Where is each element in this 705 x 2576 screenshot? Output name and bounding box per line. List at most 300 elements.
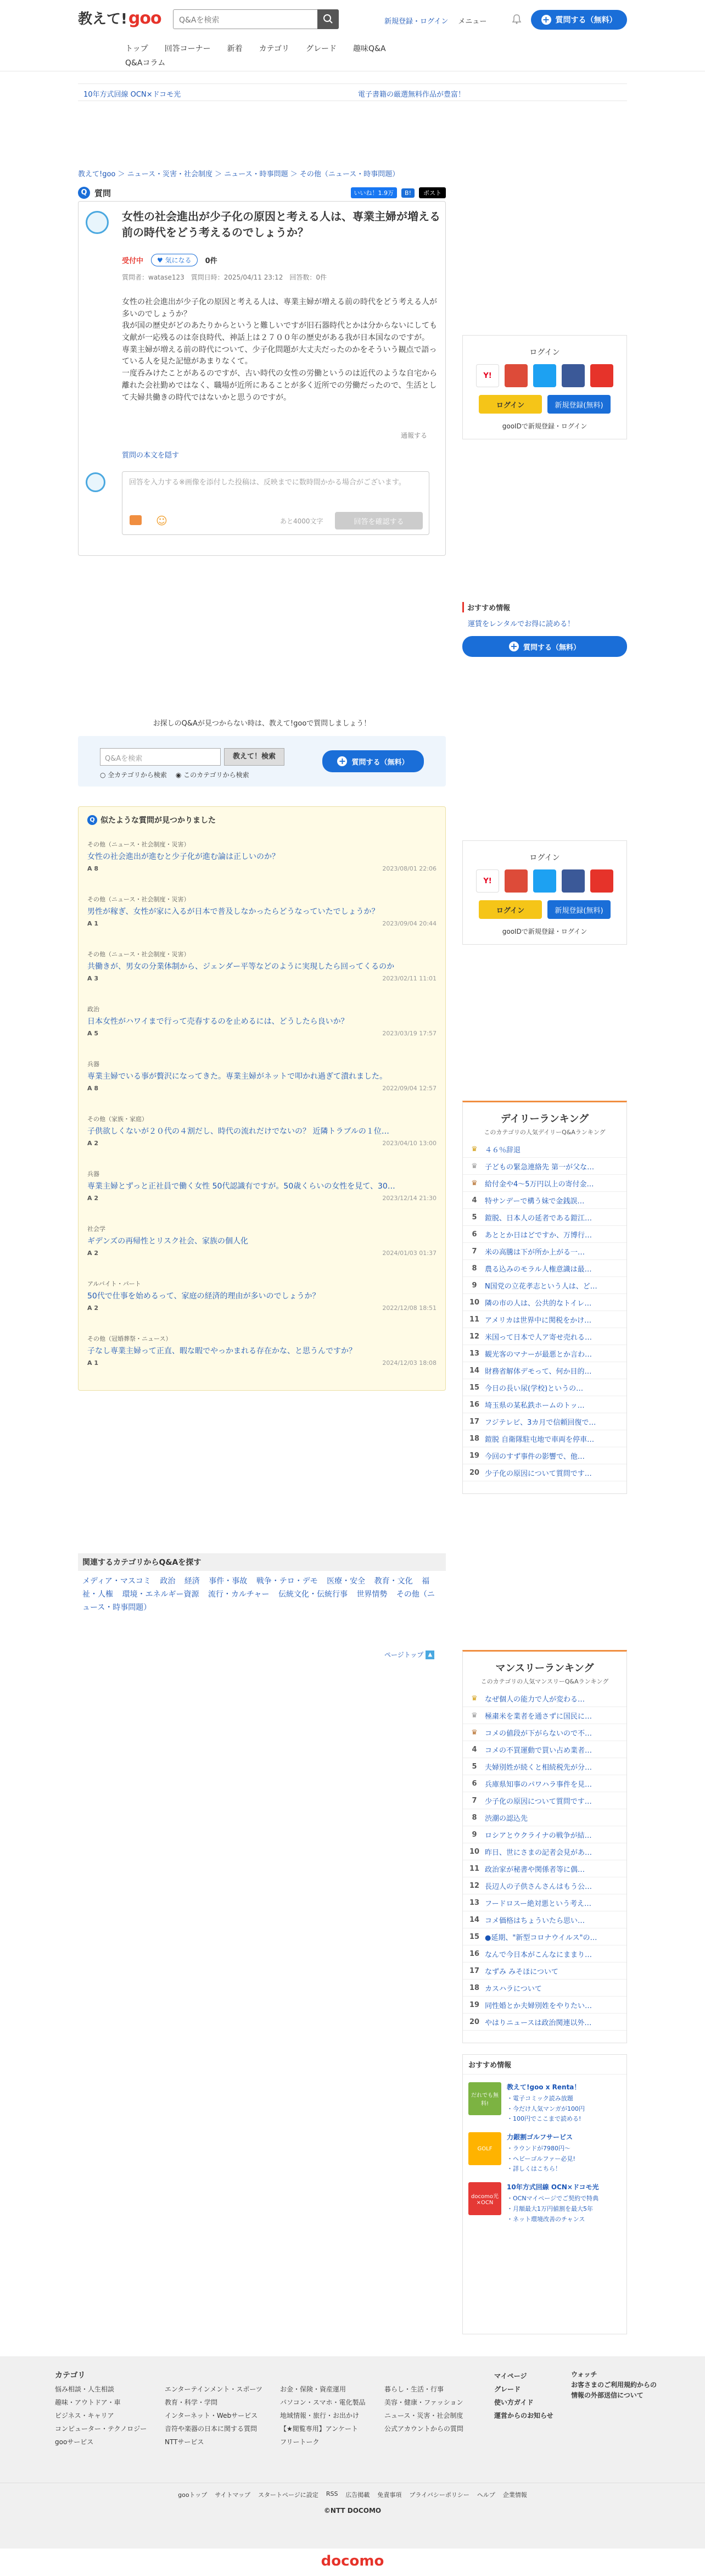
rank-number: ♛: [471, 1145, 478, 1153]
ranking-title[interactable]: 兵庫県知事のパワハラ事件を見…: [485, 1780, 592, 1789]
ranking-title[interactable]: 埼玉県の某私鉄ホームのトッ…: [485, 1401, 585, 1410]
plus-icon: +: [541, 15, 551, 25]
register-button[interactable]: 新規登録(無料): [547, 395, 611, 414]
info-item-line[interactable]: ・ラウンドが7980円〜: [507, 2145, 570, 2153]
info-item[interactable]: [468, 2182, 621, 2224]
ranking-title[interactable]: 隣の市の人は、公共的なトイレ…: [485, 1299, 592, 1308]
ranking-title[interactable]: 昨日、世にさまの記者会見があ…: [485, 1848, 592, 1857]
footer-bottom-link[interactable]: スタートページに設定: [258, 2491, 318, 2499]
footer-link[interactable]: 趣味・アウトドア・車: [55, 2399, 121, 2406]
ranking-title[interactable]: 財務省解体デモって、何か目的…: [485, 1367, 592, 1376]
nav-hobby[interactable]: 趣味Q&A: [353, 44, 386, 53]
prompt-ask-label: 質問する（無料）: [351, 758, 409, 767]
ranking-title[interactable]: 渋潮の認込先: [485, 1814, 528, 1823]
ranking-row[interactable]: [463, 1226, 626, 1243]
menu-link[interactable]: メニュー: [458, 18, 487, 26]
footer-link[interactable]: マイページ: [494, 2372, 527, 2380]
yahoo-icon[interactable]: Y!: [476, 869, 499, 893]
ranking-row[interactable]: [463, 1962, 626, 1980]
answer-count: A 1: [87, 920, 98, 927]
rank-number: 11: [469, 1315, 480, 1324]
rank-number: 4: [472, 1196, 477, 1205]
similar-question-title[interactable]: 女性の社会進出が進むと少子化が進む論は正しいのか？: [87, 852, 279, 861]
list-item[interactable]: [79, 1218, 445, 1273]
ranking-title[interactable]: アメリカは世界中に関税をかけ…: [485, 1316, 592, 1325]
ranking-row[interactable]: [463, 1775, 626, 1792]
ranking-title[interactable]: 鎧脱 自衛隊駐屯地で車両を停車…: [485, 1435, 595, 1444]
ranking-row[interactable]: [463, 1741, 626, 1758]
rank-number: 9: [472, 1830, 477, 1839]
ranking-row[interactable]: [463, 1430, 626, 1447]
ranking-row[interactable]: [463, 2014, 626, 2031]
ranking-row[interactable]: [463, 1724, 626, 1741]
similar-category: その他（家族・家庭）: [87, 1116, 148, 1123]
recommend-box: [462, 602, 627, 657]
radio-this[interactable]: ◉ このカテゴリから検索: [175, 771, 249, 779]
status-badge: 受付中: [122, 257, 144, 265]
confirm-answer-button[interactable]: 回答を確認する: [335, 512, 423, 529]
ranking-row[interactable]: [463, 1945, 626, 1962]
ranking-title[interactable]: 特サンデーで構う妹で金銭誤…: [485, 1197, 585, 1206]
ranking-row[interactable]: [463, 1260, 626, 1277]
list-item[interactable]: [79, 998, 445, 1053]
rank-number: 15: [469, 1932, 480, 1941]
footer-link[interactable]: 音符や楽器の日本に関する質問: [165, 2425, 258, 2433]
ranking-row[interactable]: [463, 1464, 626, 1481]
search-icon: [317, 9, 339, 29]
daily-title: デイリーランキング: [500, 1113, 589, 1125]
rank-number: 18: [469, 1434, 480, 1443]
related-link[interactable]: 環境・エネルギー資源: [122, 1590, 199, 1599]
footer-bottom-link[interactable]: 広告掲載: [345, 2491, 370, 2499]
info-item-line[interactable]: ・ネット環境改善のチャンス: [507, 2215, 585, 2223]
twitter-icon[interactable]: [533, 364, 556, 387]
ranking-title[interactable]: N国党の立花孝志という人は、ど…: [485, 1282, 597, 1291]
ranking-title[interactable]: なずみ みそほについて: [485, 1967, 558, 1976]
recommend-link[interactable]: 運賃をレンタルでお得に読める！: [468, 620, 575, 628]
promo-link-ocn[interactable]: 10年方式回線 OCN×ドコモ光: [83, 91, 181, 99]
report-link[interactable]: 通報する: [401, 432, 428, 439]
ranking-row[interactable]: [463, 1158, 626, 1175]
copyright: ©NTT DOCOMO: [323, 2507, 382, 2514]
site-logo[interactable]: [78, 8, 161, 28]
camera-icon[interactable]: [130, 515, 142, 525]
ranking-title[interactable]: ●延期、"新型コロナウイルス"の…: [485, 1933, 597, 1942]
answer-count: A 1: [87, 1359, 98, 1367]
ranking-row[interactable]: [463, 1877, 626, 1894]
related-title: 関連するカテゴリからQ&Aを探す: [78, 1553, 446, 1571]
ranking-title[interactable]: ロシアとウクライナの戦争が結…: [485, 1831, 592, 1840]
rank-number: 16: [469, 1400, 480, 1409]
info-item-line[interactable]: ・ヘビーゴルファー必見!: [507, 2155, 575, 2162]
info-item-title[interactable]: 力銀割ゴルフサービス: [507, 2133, 573, 2142]
footer-bottom-link[interactable]: RSS: [326, 2490, 338, 2497]
footer-link[interactable]: 地域情報・旅行・お出かけ: [280, 2412, 360, 2419]
ranking-title[interactable]: 長辺人の子供さんさんはもう公…: [485, 1882, 592, 1891]
docomo-icon[interactable]: [590, 869, 613, 893]
ranking-row[interactable]: [463, 1690, 626, 1707]
similar-question-title[interactable]: 専業主婦でいる事が贅沢になってきた。専業主婦がネットで叩かれ過ぎて潰れました。: [87, 1072, 387, 1081]
rank-number: 5: [472, 1213, 477, 1222]
footer-link[interactable]: NTTサービス: [165, 2438, 204, 2446]
ranking-title[interactable]: 今回のすず事件の影響で、他…: [485, 1452, 585, 1461]
ranking-title[interactable]: 子どもの緊急連絡先 第一が父な…: [485, 1163, 595, 1172]
ranking-title[interactable]: フジテレビ、3カ月で信頼回復で…: [485, 1418, 596, 1427]
footer-link[interactable]: 【★閲覧専用】アンケート: [280, 2425, 359, 2433]
char-count: あと4000文字: [280, 517, 323, 525]
emoji-icon[interactable]: ☺: [156, 514, 167, 527]
header-ask-button[interactable]: [531, 10, 627, 30]
related-link[interactable]: 事件・事故: [209, 1577, 248, 1586]
hide-body-link[interactable]: 質問の本文を隠す: [122, 451, 180, 460]
rank-number: 14: [469, 1366, 480, 1375]
login-link[interactable]: 新規登録・ログイン: [384, 18, 449, 26]
rank-number: 13: [469, 1349, 480, 1358]
footer-bottom-link[interactable]: ヘルプ: [477, 2491, 495, 2499]
ranking-title[interactable]: 米の高騰は下が所か上がる一…: [485, 1248, 585, 1257]
similar-footer: [87, 975, 437, 982]
footer-link[interactable]: コンピューター・テクノロジー: [55, 2425, 147, 2433]
ranking-row[interactable]: [463, 1141, 626, 1158]
answer-count: A 2: [87, 1250, 98, 1257]
rank-number: 13: [469, 1898, 480, 1907]
radio-all-label: 全カテゴリから検索: [108, 771, 167, 779]
footer-link[interactable]: 使い方ガイド: [494, 2399, 534, 2406]
ranking-title[interactable]: 米国って日本で人ア寄せ売れる…: [485, 1333, 592, 1342]
question-status: [122, 254, 217, 266]
question-title: 女性の社会進出が少子化の原因と考える人は、専業主婦が増える前の時代をどう考えるのでしょうか？: [122, 210, 440, 239]
info-item-line[interactable]: ・詳しくはこちら！: [507, 2165, 561, 2173]
ranking-row[interactable]: [463, 1447, 626, 1464]
ranking-row[interactable]: [463, 1413, 626, 1430]
answer-count: A 2: [87, 1195, 98, 1202]
rank-number: 17: [469, 1417, 480, 1426]
info-item[interactable]: [468, 2132, 621, 2174]
prompt-search-input[interactable]: Q&Aを検索: [100, 748, 221, 766]
footer-bottom-link[interactable]: サイトマップ: [215, 2491, 251, 2499]
prompt-search-button[interactable]: 教えて！検索: [224, 748, 284, 766]
info-item-line[interactable]: ・100円でここまで読める!: [507, 2115, 581, 2123]
ranking-title[interactable]: 政治家が秘書や関係者等に偶…: [485, 1865, 585, 1874]
footer-link[interactable]: インターネット・Webサービス: [165, 2412, 258, 2419]
footer-link[interactable]: 悩み相談・人生相談: [55, 2385, 115, 2393]
related-link[interactable]: 教育・文化: [374, 1577, 413, 1586]
ranking-row[interactable]: [463, 1311, 626, 1328]
footer-col-1: [55, 2383, 147, 2449]
sidebar-ask-button[interactable]: [462, 636, 627, 657]
x-post-button[interactable]: ポスト: [419, 187, 446, 198]
nav-category[interactable]: カテゴリ: [259, 44, 290, 53]
rank-number: 20: [469, 2017, 480, 2026]
login-title: ログイン: [529, 854, 560, 862]
ask-button-label: 質問する（無料）: [555, 16, 617, 25]
rank-number: 10: [469, 1298, 480, 1307]
similar-category: アルバイト・パート: [87, 1280, 141, 1287]
ranking-row[interactable]: [463, 1826, 626, 1843]
footer-link[interactable]: パソコン・スマホ・電化製品: [280, 2399, 366, 2406]
ranking-row[interactable]: [463, 1345, 626, 1362]
daily-ranking: [462, 1101, 627, 1494]
related-link[interactable]: 伝統文化・伝統行事: [278, 1590, 348, 1599]
ranking-row[interactable]: [463, 1911, 626, 1928]
list-item[interactable]: [79, 888, 445, 943]
login-button[interactable]: ログイン: [479, 395, 542, 414]
rank-number: 4: [472, 1745, 477, 1754]
related-link[interactable]: 世界情勢: [356, 1590, 388, 1599]
ranking-row[interactable]: [463, 1396, 626, 1413]
register-button[interactable]: 新規登録(無料): [547, 900, 611, 919]
prompt-ask-button[interactable]: [322, 750, 424, 772]
sympathy-label: 気になる: [165, 257, 192, 264]
footer-link[interactable]: 美容・健康・ファッション: [384, 2399, 463, 2406]
similar-footer: [87, 1304, 437, 1312]
similar-footer: [87, 1030, 437, 1037]
footer-link[interactable]: フリートーク: [280, 2438, 320, 2446]
similar-title: 似たような質問が見つかりました: [100, 816, 216, 825]
info-item-line[interactable]: ・OCNマイページでご契約で特典: [507, 2195, 599, 2203]
ranking-row[interactable]: [463, 1792, 626, 1809]
google-icon[interactable]: [505, 869, 528, 893]
similar-question-title[interactable]: 子なし専業主婦って正直、暇な暇でやっかまれる存在かな、と思うんですか？: [87, 1347, 356, 1356]
yahoo-icon[interactable]: Y!: [476, 364, 499, 387]
rank-number: 12: [469, 1881, 480, 1890]
footer-link[interactable]: お客さまのご利用規約からの情報の外部送信について: [571, 2381, 657, 2400]
answer-count: A 5: [87, 1030, 98, 1037]
login-button[interactable]: ログイン: [479, 900, 542, 919]
ranking-title[interactable]: 給付金や4～5万円以上の寄付金…: [485, 1180, 594, 1189]
ranking-row[interactable]: [463, 1894, 626, 1911]
answer-count: A 8: [87, 865, 98, 872]
footer-link[interactable]: 教育・科学・学問: [165, 2399, 218, 2406]
footer-link[interactable]: エンターテインメント・スポーツ: [165, 2385, 262, 2393]
related-link[interactable]: 医療・安全: [327, 1577, 366, 1586]
ranking-row[interactable]: [463, 1980, 626, 1997]
question-icon: Q: [78, 187, 90, 199]
info-thumbnail: だれでも無料!: [468, 2082, 501, 2115]
footer-link[interactable]: お金・保険・資産運用: [280, 2385, 346, 2393]
similar-category: 兵器: [87, 1170, 99, 1178]
ranking-row[interactable]: [463, 1277, 626, 1294]
ranking-row[interactable]: [463, 1328, 626, 1345]
nav-column[interactable]: Q&Aコラム: [125, 59, 166, 68]
radio-this-label: このカテゴリから検索: [183, 771, 249, 779]
similar-date: 2023/08/01 22:06: [382, 865, 437, 872]
footer: [0, 2356, 705, 2576]
ranking-title[interactable]: 鎧脱、日本人の延者である鎧江…: [485, 1214, 592, 1223]
list-item[interactable]: [79, 1108, 445, 1163]
rank-number: 15: [469, 1383, 480, 1392]
nav-top[interactable]: トップ: [125, 44, 148, 53]
rank-number: ♛: [471, 1694, 478, 1703]
footer-bottom-links: [0, 2490, 705, 2499]
gooid-link[interactable]: gooIDで新規登録・ログイン: [502, 422, 588, 430]
rank-number: 11: [469, 1864, 480, 1873]
similar-date: 2022/12/08 18:51: [382, 1304, 437, 1312]
ranking-title[interactable]: フードロスー絶対悪という考え…: [485, 1899, 591, 1908]
footer-link[interactable]: 運営からのお知らせ: [494, 2412, 553, 2419]
info-item-title[interactable]: 教えて!goo x Renta！: [507, 2083, 581, 2091]
ranking-row[interactable]: [463, 1707, 626, 1724]
footer-category-title: カテゴリ: [55, 2371, 86, 2380]
ranking-row[interactable]: [463, 1379, 626, 1396]
ranking-title[interactable]: なぜ個人の能力で人が変わる…: [485, 1695, 585, 1704]
similar-question-title[interactable]: 専業主婦とずっと正社員で働く女性 50代認識有ですが。50歳くらいの女性を見て、30…: [87, 1182, 395, 1191]
like-button[interactable]: いいね！1.9万: [351, 187, 398, 198]
answer-count: A 2: [87, 1304, 98, 1312]
similar-footer: [87, 865, 437, 872]
list-item[interactable]: [79, 943, 445, 998]
facebook-icon[interactable]: [562, 869, 585, 893]
footer-col-2: [165, 2383, 262, 2449]
similar-question-title[interactable]: 日本女性がハワイまで行って売春するのを止めるには、どうしたら良いか？: [87, 1017, 349, 1026]
ranking-title[interactable]: あととか日はどですか、万博行…: [485, 1231, 592, 1240]
info-item[interactable]: [468, 2082, 621, 2125]
related-link[interactable]: 流行・カルチャー: [208, 1590, 270, 1599]
ranking-title[interactable]: 同性婚とか夫婦別姓をやりたい…: [485, 2001, 592, 2010]
promo-link-ebook[interactable]: 電子書籍の厳選無料作品が豊富！: [358, 91, 466, 99]
share-button[interactable]: B!: [401, 188, 415, 198]
ranking-row[interactable]: [463, 1192, 626, 1209]
logo-text: 教えて!: [78, 11, 127, 27]
ranking-title[interactable]: カスハラについて: [485, 1984, 542, 1993]
related-link[interactable]: その他（ニュース・時事問題）: [82, 1590, 435, 1612]
related-link[interactable]: 経済: [184, 1577, 200, 1586]
similar-date: 2024/12/03 18:08: [382, 1359, 437, 1367]
ranking-title[interactable]: コメの不買運動で買い占め業者…: [485, 1746, 592, 1755]
twitter-icon[interactable]: [533, 869, 556, 893]
answer-placeholder: 回答を入力する※画像を添付した投稿は、反映までに数時間かかる場合がございます。: [129, 478, 406, 487]
ranking-row[interactable]: [463, 1209, 626, 1226]
similar-question-title[interactable]: 子供欲しくないが２０代の４割だし、時代の流れだけでないの？ 近隣トラブルの１位…: [87, 1127, 389, 1136]
nav-grade[interactable]: グレード: [306, 44, 337, 53]
rank-number: 7: [472, 1247, 477, 1256]
ranking-row[interactable]: [463, 1243, 626, 1260]
similar-footer: [87, 1359, 437, 1367]
asker-avatar[interactable]: [86, 211, 109, 234]
ranking-title[interactable]: 夫婦別姓が続くと相続税先が分…: [485, 1763, 592, 1772]
ranking-title[interactable]: 観光客のマナーが最悪とか言わ…: [485, 1350, 592, 1359]
footer-link[interactable]: gooサービス: [55, 2438, 94, 2446]
similar-question-title[interactable]: 男性が稼ぎ、女性が家に入るが日本で普及しなかったらどうなっていたでしょうか？: [87, 907, 379, 916]
footer-bottom-link[interactable]: gooトップ: [178, 2491, 208, 2499]
footer-bottom-link[interactable]: プライバシーポリシー: [409, 2491, 469, 2499]
ranking-row[interactable]: [463, 1362, 626, 1379]
rank-number: 6: [472, 1230, 477, 1239]
info-item-title[interactable]: 10年方式回線 OCN×ドコモ光: [507, 2183, 599, 2192]
footer-link[interactable]: ウォッチ: [571, 2371, 597, 2378]
rank-number: 7: [472, 1796, 477, 1805]
answer-count: A 3: [87, 975, 98, 982]
similar-question-title[interactable]: 共働きが、男女の分業体制から、ジェンダー平等などのように実現したら回ってくるのか: [87, 962, 395, 971]
answer-count: A 8: [87, 1085, 98, 1092]
rank-number: ♛: [471, 1711, 478, 1720]
list-item[interactable]: [79, 833, 445, 888]
search-button[interactable]: [317, 9, 339, 29]
footer-link[interactable]: ニュース・災害・社会制度: [384, 2412, 463, 2419]
footer-bottom-link[interactable]: 企業情報: [502, 2491, 527, 2499]
recommend-title: おすすめ情報: [462, 602, 627, 612]
facebook-icon[interactable]: [562, 364, 585, 387]
list-item[interactable]: [79, 1053, 445, 1108]
radio-all[interactable]: ○ 全カテゴリから検索: [100, 771, 167, 779]
ranking-row[interactable]: [463, 1860, 626, 1877]
rank-number: 18: [469, 1983, 480, 1992]
info-title: おすすめ情報: [463, 2055, 626, 2075]
ranking-title[interactable]: 極粛米を業者を通さずに国民に…: [485, 1712, 592, 1721]
ranking-row[interactable]: [463, 1843, 626, 1860]
gooid-link[interactable]: gooIDで新規登録・ログイン: [502, 928, 588, 935]
ranking-row[interactable]: [463, 1175, 626, 1192]
ranking-title[interactable]: コメの値段が下がらないので不…: [485, 1729, 592, 1738]
related-link[interactable]: メディア・マスコミ: [82, 1577, 151, 1586]
footer-link[interactable]: 公式アカウントからの質問: [384, 2425, 463, 2433]
search-prompt-box: [78, 736, 446, 787]
ranking-title[interactable]: 少子化の原因について質問です…: [485, 1797, 592, 1806]
list-item[interactable]: [79, 1273, 445, 1328]
similar-footer: [87, 920, 437, 927]
info-item-line[interactable]: ・電子コミック読み放題: [507, 2095, 573, 2102]
ranking-row[interactable]: [463, 1997, 626, 2014]
footer-link[interactable]: グレード: [494, 2385, 521, 2393]
question-body: 女性の社会進出が少子化の原因と考える人は、専業主婦が増える前の時代をどう考える人が多いのでしょうか？ 我が国の歴史がどのあたりからというと難しいですが旧石器時代とかは分からないにしても文献が一応残るのは奈良時代、神話上は２７００年の歴史がある我が日本国なのですが。 専業主婦が増える前の時代について、少子化問題が大丈夫だったのかをそういう観点で語っている人を見た記憶があまりなくて。 一度呑みけたことがあるのですが、古い時代の女性の労働というのは近代のような自宅から離れた会社勤めではなく、職場が近所にあることが多く近所での労働だったので、生活として夫婦共働きの時代ではないかと思うのですが。: [122, 298, 437, 402]
footer-link[interactable]: 暮らし・生活・行事: [384, 2385, 444, 2393]
similar-date: 2023/04/10 13:00: [382, 1140, 437, 1147]
similar-question-title[interactable]: ギデンズの再帰性とリスク社会、家族の個人化: [87, 1237, 249, 1246]
related-link[interactable]: 戦争・テロ・デモ: [256, 1577, 318, 1586]
sympathy-count: 0件: [205, 257, 217, 265]
info-item-line[interactable]: ・今だけ人気マンガが100円: [507, 2105, 585, 2112]
ranking-row[interactable]: [463, 1294, 626, 1311]
nav-new[interactable]: 新着: [227, 44, 243, 53]
ranking-title[interactable]: 農る込みのモラル人権意識は最…: [485, 1265, 592, 1274]
google-icon[interactable]: [505, 364, 528, 387]
footer-bottom-link[interactable]: 免責事項: [377, 2491, 402, 2499]
ranking-title[interactable]: やはりニュースは政治関連以外…: [485, 2019, 592, 2027]
similar-category: その他（ニュース・社会制度・災害）: [87, 951, 190, 958]
rank-number: 17: [469, 1966, 480, 1975]
plus-icon: +: [337, 756, 347, 766]
bell-icon[interactable]: [511, 13, 523, 25]
daily-subtitle: このカテゴリの人気デイリーQ&Aランキング: [484, 1129, 606, 1136]
page-top-link[interactable]: [384, 1650, 434, 1659]
rank-number: 12: [469, 1332, 480, 1341]
ranking-title[interactable]: ４６％辞退: [485, 1146, 521, 1155]
ranking-row[interactable]: [463, 1928, 626, 1945]
breadcrumb[interactable]: 教えて!goo ＞ ニュース・災害・社会制度 ＞ ニュース・時事問題 ＞ その他（ニュース・時事問題）: [78, 170, 400, 179]
ranking-row[interactable]: [463, 1809, 626, 1826]
related-link[interactable]: 政治: [160, 1577, 176, 1586]
ranking-title[interactable]: なんで今日本がこんなにままり…: [485, 1950, 592, 1959]
ranking-title[interactable]: 今日の長い尿(学校)というの…: [485, 1384, 584, 1393]
nav-answer[interactable]: 回答コーナー: [164, 44, 211, 53]
footer-link[interactable]: ビジネス・キャリア: [55, 2412, 114, 2419]
similar-question-title[interactable]: 50代で仕事を始めるって、家庭の経済的理由が多いのでしょうか？: [87, 1292, 320, 1301]
info-text: [507, 2082, 585, 2125]
ranking-title[interactable]: コメ価格はちょういたら思い…: [485, 1916, 585, 1925]
related-link[interactable]: 福祉・人権: [82, 1577, 430, 1599]
ranking-title[interactable]: 少子化の原因について質問です…: [485, 1469, 592, 1478]
page-top-label: ページトップ: [384, 1651, 424, 1659]
footer-col-5: [494, 2369, 553, 2422]
plus-icon: +: [509, 642, 519, 651]
docomo-icon[interactable]: [590, 364, 613, 387]
list-item[interactable]: [79, 1163, 445, 1218]
sympathy-button[interactable]: ♥ 気になる: [151, 254, 198, 266]
list-item[interactable]: [79, 1328, 445, 1382]
info-item-line[interactable]: ・月額最大1万円値割を最大5年: [507, 2205, 593, 2212]
search-input[interactable]: Q&Aを検索: [173, 9, 339, 29]
ranking-row[interactable]: [463, 1758, 626, 1775]
